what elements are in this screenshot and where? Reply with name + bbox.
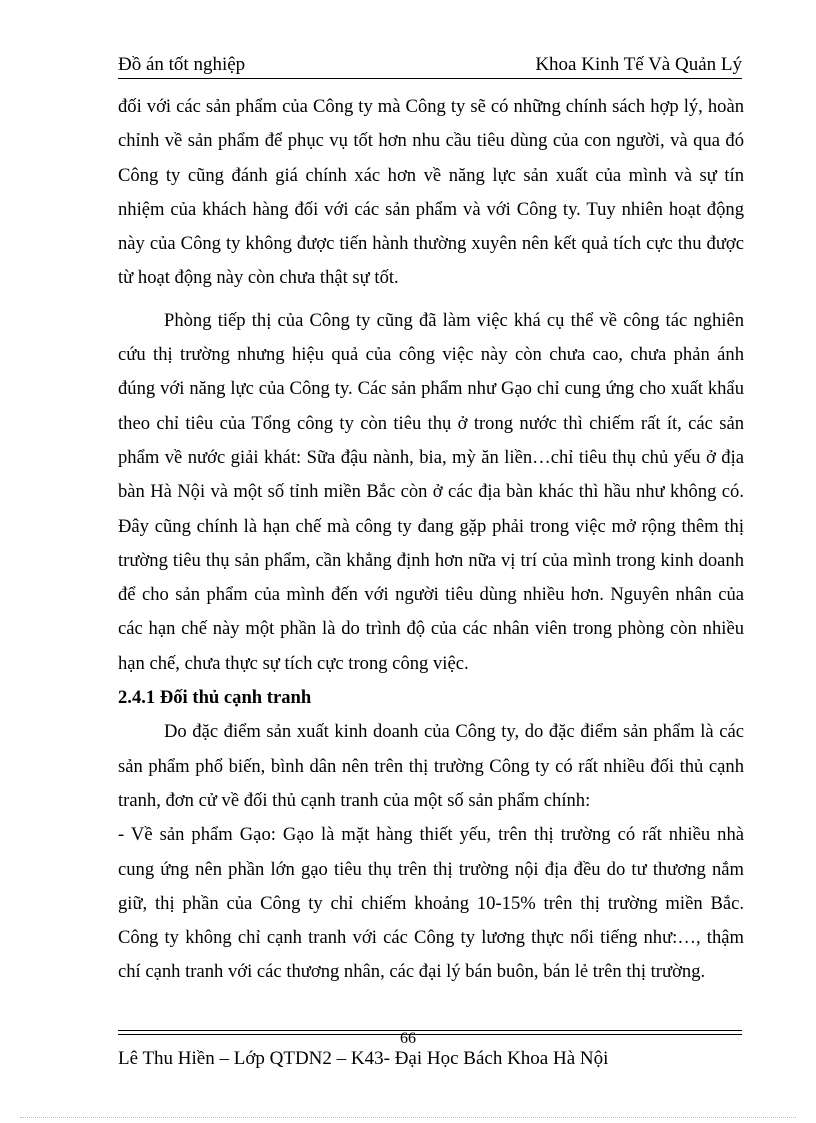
page-footer: Lê Thu Hiền – Lớp QTDN2 – K43- Đại Học Bách Khoa Hà Nội [118,1048,609,1069]
header-rule [118,78,742,79]
header-document-type: Đồ án tốt nghiệp [118,54,246,75]
page-header [118,52,742,78]
document-body [118,90,744,990]
header-faculty: Khoa Kinh Tế Và Quản Lý [535,54,742,75]
section-heading: 2.4.1 Đối thủ cạnh tranh [118,687,312,709]
paragraph-4: - Về sản phẩm Gạo: Gạo là mặt hàng thiết yếu, trên thị trường có rất nhiều nhà cung ứng nên phần lớn gạo tiêu thụ trên thị trường nội địa đều do tư thương nắm giữ, thị phần của Công ty chỉ chiếm khoảng 10-15% trên thị trường miền Bắc. Công ty không chỉ cạnh tranh với các Công ty lương thực nổi tiếng như:…, thậm chí cạnh tranh với các thương nhân, các đại lý bán buôn, bán lẻ trên thị trường. [118,824,744,983]
page-edge-divider [20,1117,796,1118]
paragraph-2: Phòng tiếp thị của Công ty cũng đã làm việc khá cụ thể về công tác nghiên cứu thị trường nhưng hiệu quả của công việc này còn chưa cao, chưa phản ánh đúng với năng lực của Công ty. Các sản phẩm như Gạo chỉ cung ứng cho xuất khẩu theo chỉ tiêu của Tổng công ty còn tiêu thụ ở trong nước thì chiếm rất ít, các sản phẩm về nước giải khát: Sữa đậu nành, bia, mỳ ăn liền…chỉ tiêu thụ chủ yếu ở địa bàn Hà Nội và một số tỉnh miền Bắc còn ở các địa bàn khác thì hầu như không có. Đây cũng chính là hạn chế mà công ty đang gặp phải trong việc mở rộng thêm thị trường tiêu thụ sản phẩm, cần khẳng định hơn nữa vị trí của mình trong kinh doanh để cho sản phẩm của mình đến với người tiêu dùng nhiều hơn. Nguyên nhân của các hạn chế này một phần là do trình độ của các nhân viên trong phòng còn nhiều hạn chế, chưa thực sự tích cực trong công việc. [118,309,744,674]
paragraph-3: Do đặc điểm sản xuất kinh doanh của Công ty, do đặc điểm sản phẩm là các sản phẩm phổ biến, bình dân nên trên thị trường Công ty có rất nhiều đối thủ cạnh tranh, đơn cử về đối thủ cạnh tranh của một số sản phẩm chính: [118,721,744,811]
paragraph-1: đối với các sản phẩm của Công ty mà Công ty sẽ có những chính sách hợp lý, hoàn chỉnh về sản phẩm để phục vụ tốt hơn nhu cầu tiêu dùng của con người, và qua đó Công ty cũng đánh giá chính xác hơn về năng lực sản xuất của mình và sự tín nhiệm của khách hàng đối với các sản phẩm và với Công ty. Tuy nhiên hoạt động này của Công ty không được tiến hành thường xuyên nên kết quả tích cực thu được từ hoạt động này còn chưa thật sự tốt. [118,96,744,289]
page-number: 66 [400,1030,416,1047]
